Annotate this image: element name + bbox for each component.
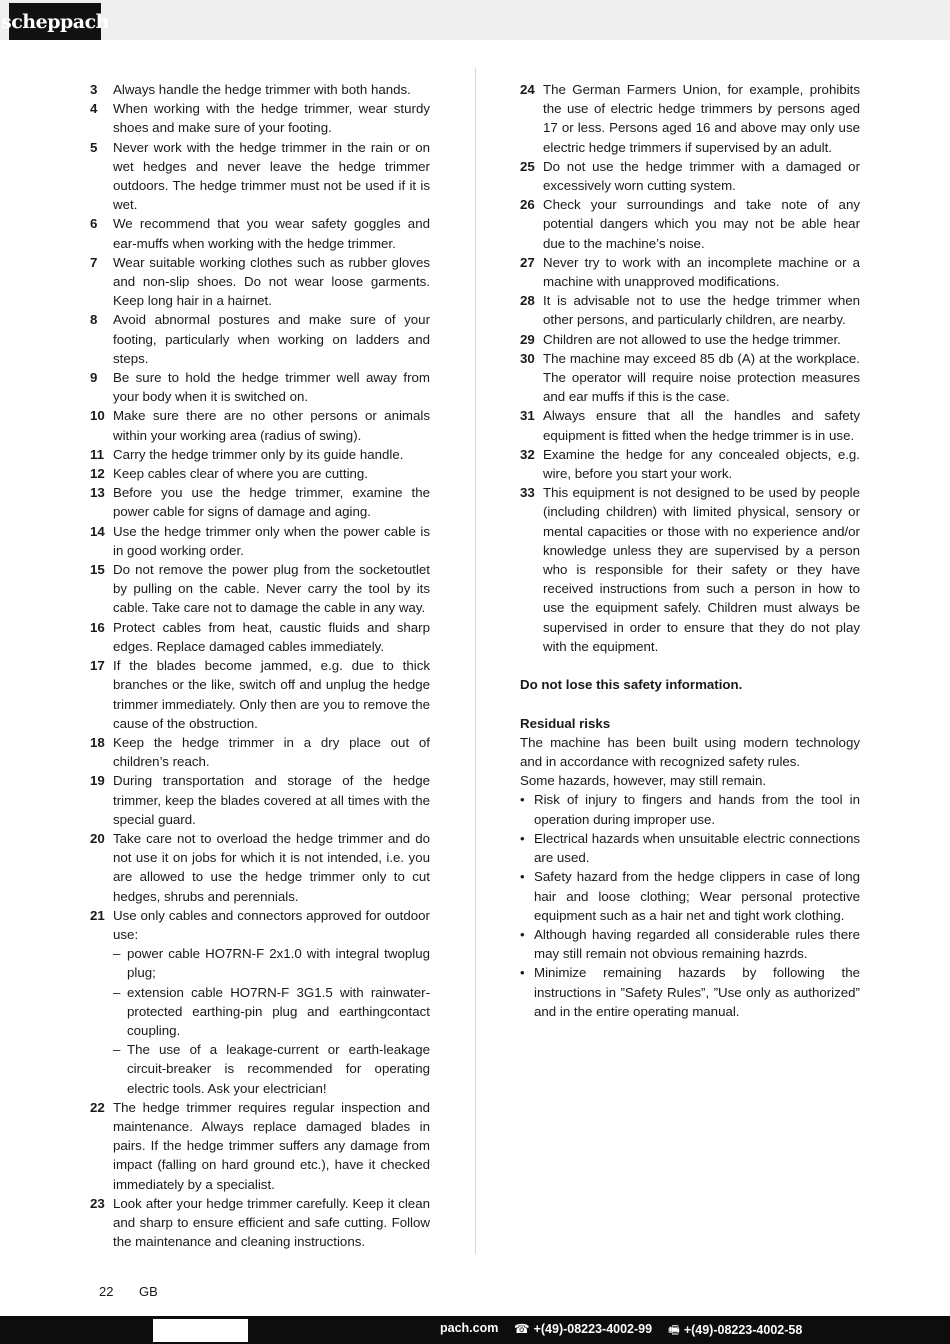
list-item	[90, 138, 430, 215]
item-number: 32	[520, 446, 535, 462]
list-item	[90, 618, 430, 656]
item-number: 3	[90, 82, 98, 97]
fax-icon: 🖷	[668, 1323, 680, 1337]
item-text: Before you use the hedge trimmer, examine the power cable for signs of damage and aging.	[113, 485, 430, 520]
item-text: The German Farmers Union, for example, prohibits the use of electric hedge trimmers by persons aged 17 or less. Persons aged 16 and above may only use electric hedge trimmers if supervised by an adult.	[543, 82, 860, 155]
item-text: Be sure to hold the hedge trimmer well away from your body when it is switched on.	[113, 370, 430, 405]
footer-white-box	[153, 1319, 248, 1342]
item-text: Look after your hedge trimmer carefully. Keep it clean and sharp to ensure efficient and safe cutting. Follow the maintenance and cleaning instructions.	[113, 1195, 430, 1250]
item-text: Make sure there are no other persons or animals within your working area (radius of swing).	[113, 408, 430, 443]
item-number: 15	[90, 562, 105, 578]
left-column	[90, 80, 430, 1251]
list-item	[520, 406, 860, 444]
item-number: 6	[90, 216, 98, 232]
item-number: 4	[90, 101, 98, 117]
item-number: 19	[90, 773, 105, 789]
bullet-marker: •	[520, 869, 525, 885]
dash-marker: –	[113, 984, 121, 1000]
list-item	[520, 330, 860, 349]
footer-website: pach.com	[440, 1321, 499, 1335]
list-item	[90, 1194, 430, 1252]
list-item	[520, 157, 860, 195]
list-item	[90, 1098, 430, 1194]
bullet-marker: •	[520, 926, 525, 942]
footer-phone	[514, 1321, 652, 1336]
bullet-item	[520, 867, 860, 925]
right-column	[520, 80, 860, 1021]
section-heading: Residual risks	[520, 715, 611, 731]
item-number: 22	[90, 1099, 105, 1115]
list-item	[520, 483, 860, 656]
item-text: Check your surroundings and take note of any potential dangers which you may not be able hear due to the machine’s noise.	[543, 197, 860, 251]
phone-number: +(49)-08223-4002-99	[533, 1322, 653, 1336]
list-item	[520, 349, 860, 407]
list-item	[90, 406, 430, 444]
item-number: 23	[90, 1195, 105, 1211]
sub-list-item	[90, 944, 430, 982]
bullet-text: Minimize remaining hazards by following the instructions in ”Safety Rules”, ”Use only as authorized” and in the entire operating manual.	[534, 965, 860, 1019]
item-text: This equipment is not designed to be used by people (including children) with limited physical, sensory or mental capacities or those with no experience and/or knowledge unless they are supervised by a person who is responsible for their safety or they have received instructions from such a person in how to use the equipment safely. Children must always be supervised in order to ensure that they do not play with the equipment.	[543, 485, 860, 654]
brand-logo: scheppach	[9, 3, 101, 40]
item-number: 16	[90, 619, 105, 635]
item-text: Use only cables and connectors approved for outdoor use:	[113, 907, 430, 942]
bullet-text: Risk of injury to fingers and hands from the tool in operation during improper use.	[534, 792, 860, 827]
list-item	[90, 560, 430, 618]
paragraph: The machine has been built using modern technology and in accordance with recognized safety rules.	[520, 734, 860, 770]
column-divider	[475, 68, 476, 1254]
list-item	[520, 445, 860, 483]
list-item	[90, 771, 430, 829]
item-number: 14	[90, 523, 105, 539]
item-number: 30	[520, 350, 535, 366]
item-text: The hedge trimmer requires regular inspection and maintenance. Always replace damaged blades in pairs. If the hedge trimmer suffers any damage from impact (falling on hard ground etc.), have it checked immediately by a specialist.	[113, 1099, 430, 1192]
item-number: 12	[90, 466, 105, 482]
item-text: Never try to work with an incomplete machine or a machine with unapproved modifications.	[543, 254, 860, 290]
bullet-text: Electrical hazards when unsuitable electric connections are used.	[534, 830, 860, 866]
item-number: 26	[520, 197, 535, 213]
safety-notice: Do not lose this safety information.	[520, 677, 743, 693]
item-text: Protect cables from heat, caustic fluids and sharp edges. Replace damaged cables immediately.	[113, 619, 430, 654]
item-number: 18	[90, 734, 105, 750]
list-item	[520, 253, 860, 291]
item-number: 28	[520, 293, 535, 309]
item-number: 17	[90, 658, 105, 674]
dash-marker: –	[113, 946, 121, 962]
bullet-item	[520, 829, 860, 867]
list-item	[90, 368, 430, 406]
footer-fax	[668, 1321, 802, 1342]
item-number: 24	[520, 82, 535, 97]
item-text: Keep cables clear of where you are cutting.	[113, 466, 369, 482]
dash-marker: –	[113, 1042, 121, 1058]
sub-item-text: The use of a leakage-current or earth-leakage circuit-breaker is recommended for operating electric tools. Ask your electrician!	[127, 1042, 430, 1096]
item-text: Keep the hedge trimmer in a dry place out of children’s reach.	[113, 734, 430, 770]
item-text: If the blades become jammed, e.g. due to thick branches or the like, switch off and unplug the hedge trimmer immediately. Only then are you to remove the cause of the obstruction.	[113, 658, 430, 731]
item-text: Never work with the hedge trimmer in the rain or on wet hedges and never leave the hedge trimmer outdoors. The hedge trimmer must not be used if it is wet.	[113, 139, 430, 213]
bullet-marker: •	[520, 965, 525, 981]
item-number: 9	[90, 370, 98, 386]
item-number: 27	[520, 254, 535, 270]
sub-list-item	[90, 1040, 430, 1098]
item-text: Wear suitable working clothes such as rubber gloves and non-slip shoes. Do not wear loose garments. Keep long hair in a hairnet.	[113, 254, 430, 309]
item-number: 25	[520, 158, 535, 174]
sub-item-text: extension cable HO7RN-F 3G1.5 with rainwater-protected earthing-pin plug and earthingcontact coupling.	[127, 984, 430, 1038]
item-number: 8	[90, 312, 98, 328]
item-text: Avoid abnormal postures and make sure of your footing, particularly when working on ladders and steps.	[113, 312, 430, 366]
list-item	[520, 80, 860, 157]
footer-bar	[0, 1316, 950, 1344]
item-text: Examine the hedge for any concealed objects, e.g. wire, before you start your work.	[543, 446, 860, 482]
item-text: During transportation and storage of the hedge trimmer, keep the blades covered at all times with the special guard.	[113, 773, 430, 827]
item-number: 31	[520, 408, 535, 424]
paragraph: Some hazards, however, may still remain.	[520, 773, 767, 789]
phone-icon: ☎	[514, 1322, 530, 1336]
language-code: GB	[139, 1284, 158, 1299]
list-item	[90, 733, 430, 771]
list-item	[90, 99, 430, 137]
item-text: It is advisable not to use the hedge trimmer when other persons, and particularly children, are nearby.	[543, 293, 860, 328]
item-text: Do not remove the power plug from the socketoutlet by pulling on the cable. Never carry the tool by its cable. Take care not to damage the cable in any way.	[113, 562, 430, 616]
list-item	[90, 464, 430, 483]
list-item	[90, 253, 430, 311]
item-number: 11	[90, 446, 105, 462]
item-text: Carry the hedge trimmer only by its guide handle.	[113, 446, 404, 462]
header-band	[0, 0, 950, 40]
bullet-item	[520, 790, 860, 828]
bullet-item	[520, 963, 860, 1021]
item-text: When working with the hedge trimmer, wear sturdy shoes and make sure of your footing.	[113, 101, 430, 136]
item-text: Always ensure that all the handles and safety equipment is fitted when the hedge trimmer is in use.	[543, 408, 860, 443]
list-item	[90, 906, 430, 944]
list-item	[90, 522, 430, 560]
item-text: The machine may exceed 85 db (A) at the workplace. The operator will require noise protection measures and ear muffs if this is the case.	[543, 350, 860, 405]
item-number: 20	[90, 830, 105, 846]
sub-list-item	[90, 983, 430, 1041]
item-number: 5	[90, 139, 98, 155]
list-item	[520, 291, 860, 329]
item-text: Always handle the hedge trimmer with both hands.	[113, 82, 411, 97]
bullet-marker: •	[520, 792, 525, 808]
list-item	[90, 656, 430, 733]
item-text: Use the hedge trimmer only when the power cable is in good working order.	[113, 523, 430, 558]
item-number: 33	[520, 485, 535, 501]
sub-item-text: power cable HO7RN-F 2x1.0 with integral twoplug plug;	[127, 946, 430, 981]
item-text: Children are not allowed to use the hedge trimmer.	[543, 331, 841, 347]
list-item	[90, 80, 430, 99]
list-item	[520, 195, 860, 253]
item-number: 13	[90, 485, 105, 501]
bullet-item	[520, 925, 860, 963]
list-item	[90, 483, 430, 521]
item-number: 29	[520, 331, 535, 347]
item-number: 7	[90, 254, 98, 270]
list-item	[90, 310, 430, 368]
bullet-text: Although having regarded all considerable rules there may still remain not obvious remaining hazrds.	[534, 926, 860, 962]
list-item	[90, 829, 430, 906]
item-text: We recommend that you wear safety goggles and ear-muffs when working with the hedge trimmer.	[113, 216, 430, 251]
fax-number: +(49)-08223-4002-58	[683, 1323, 803, 1337]
item-text: Do not use the hedge trimmer with a damaged or excessively worn cutting system.	[543, 158, 860, 194]
bullet-text: Safety hazard from the hedge clippers in case of long hair and loose clothing; Wear personal protective equipment such as a hair net and tight work clothing.	[534, 869, 860, 923]
item-text: Take care not to overload the hedge trimmer and do not use it on jobs for which it is not intended, i.e. you are allowed to use the hedge trimmer only to cut hedges, shrubs and perennials.	[113, 830, 430, 904]
list-item	[90, 445, 430, 464]
page-number: 22	[99, 1284, 114, 1299]
item-number: 21	[90, 907, 105, 923]
bullet-marker: •	[520, 830, 525, 846]
list-item	[90, 214, 430, 252]
item-number: 10	[90, 408, 105, 424]
